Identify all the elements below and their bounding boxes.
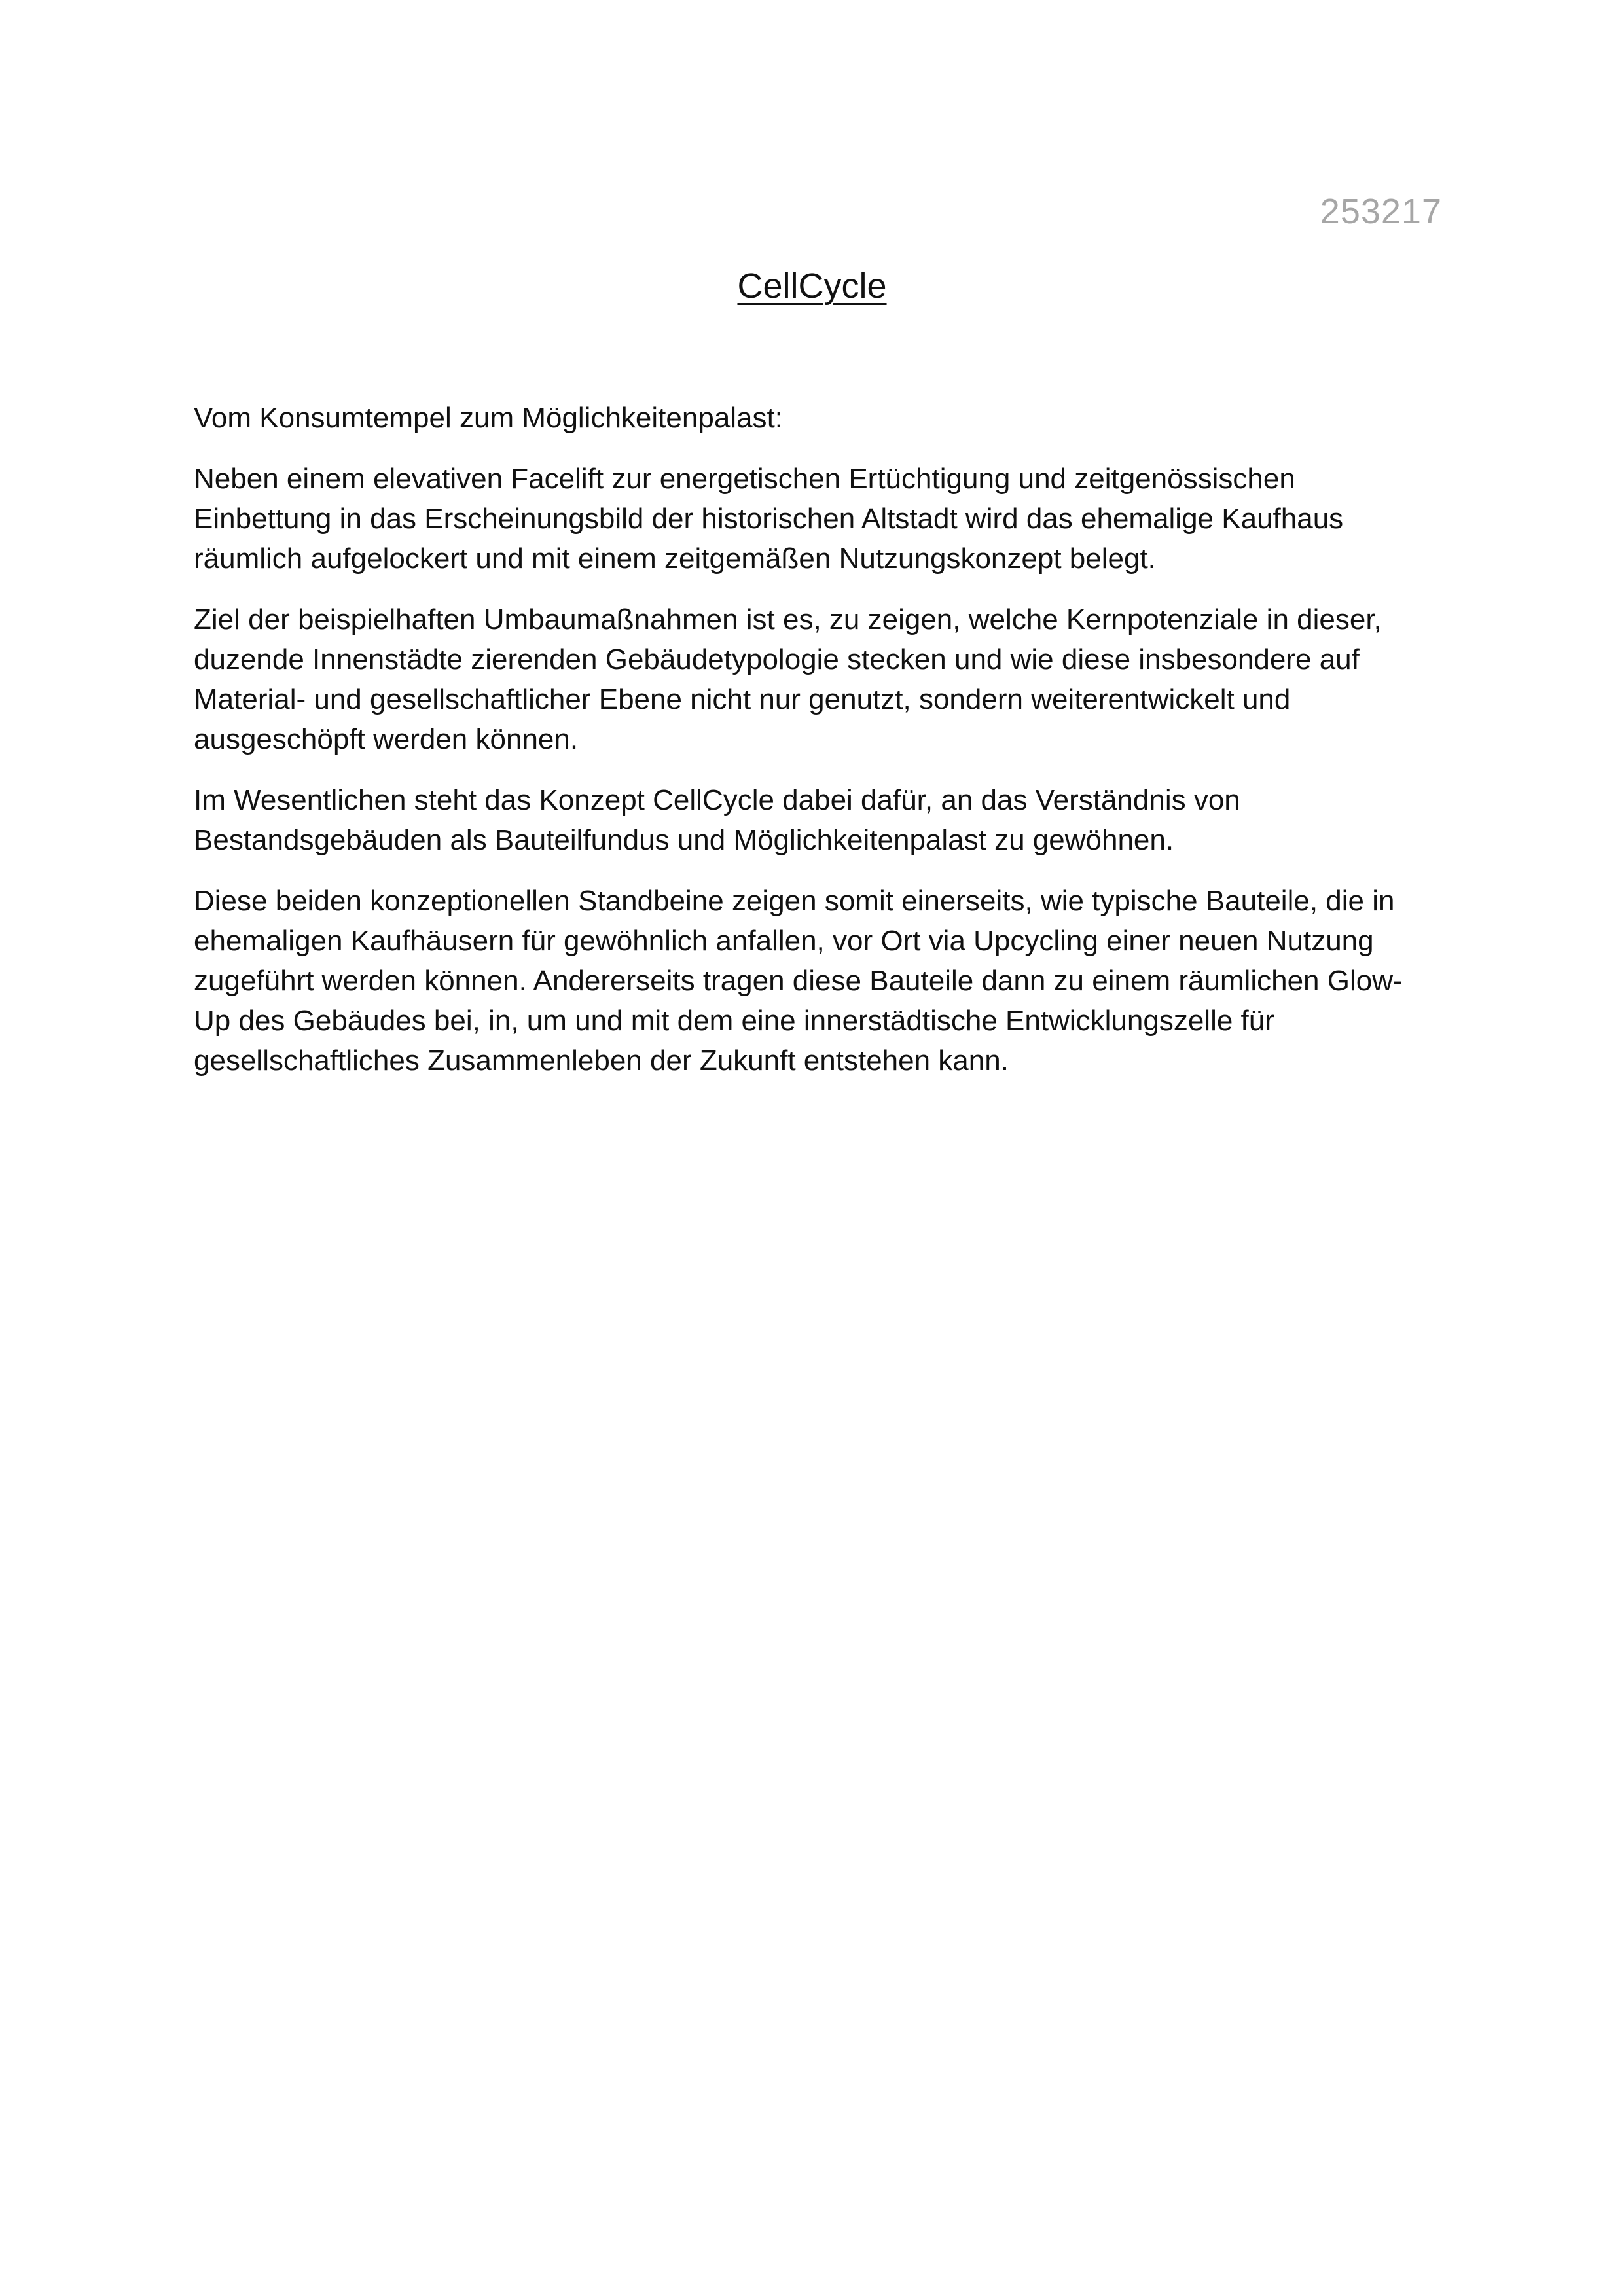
document-subtitle: Vom Konsumtempel zum Möglichkeitenpalast: [194, 402, 783, 434]
paragraph-4: Diese beiden konzeptionellen Standbeine zeigen somit einerseits, wie typische Bauteile, die in ehemaligen Kaufhäusern für gewöhnlich anfallen, vor Ort via Upcycling einer neuen Nutzung zugeführt werden können. Andererseits tragen diese Bauteile dann zu einem räumlichen Glow-Up des Gebäudes bei, in, um und mit dem eine innerstädtische Entwicklungszelle für gesellschaftliches Zusammenleben der Zukunft entstehen kann. [194, 885, 1403, 1077]
document-number: 253217 [1320, 192, 1442, 231]
paragraph-3: Im Wesentlichen steht das Konzept CellCycle dabei dafür, an das Verständnis von Bestandsgebäuden als Bauteilfundus und Möglichkeitenpalast zu gewöhnen. [194, 784, 1240, 856]
document-title: CellCycle [737, 266, 887, 306]
paragraph-1: Neben einem elevativen Facelift zur energetischen Ertüchtigung und zeitgenössischen Einbettung in das Erscheinungsbild der historischen Altstadt wird das ehemalige Kaufhaus räumlich aufgelockert und mit einem zeitgemäßen Nutzungskonzept belegt. [194, 463, 1344, 575]
paragraph-2: Ziel der beispielhaften Umbaumaßnahmen ist es, zu zeigen, welche Kernpotenziale in dieser, duzende Innenstädte zierenden Gebäudetypologie stecken und wie diese insbesondere auf Material- und gesellschaftlicher Ebene nicht nur genutzt, sondern weiterentwickelt und ausgeschöpft werden können. [194, 603, 1382, 755]
document-body [194, 398, 1437, 1102]
